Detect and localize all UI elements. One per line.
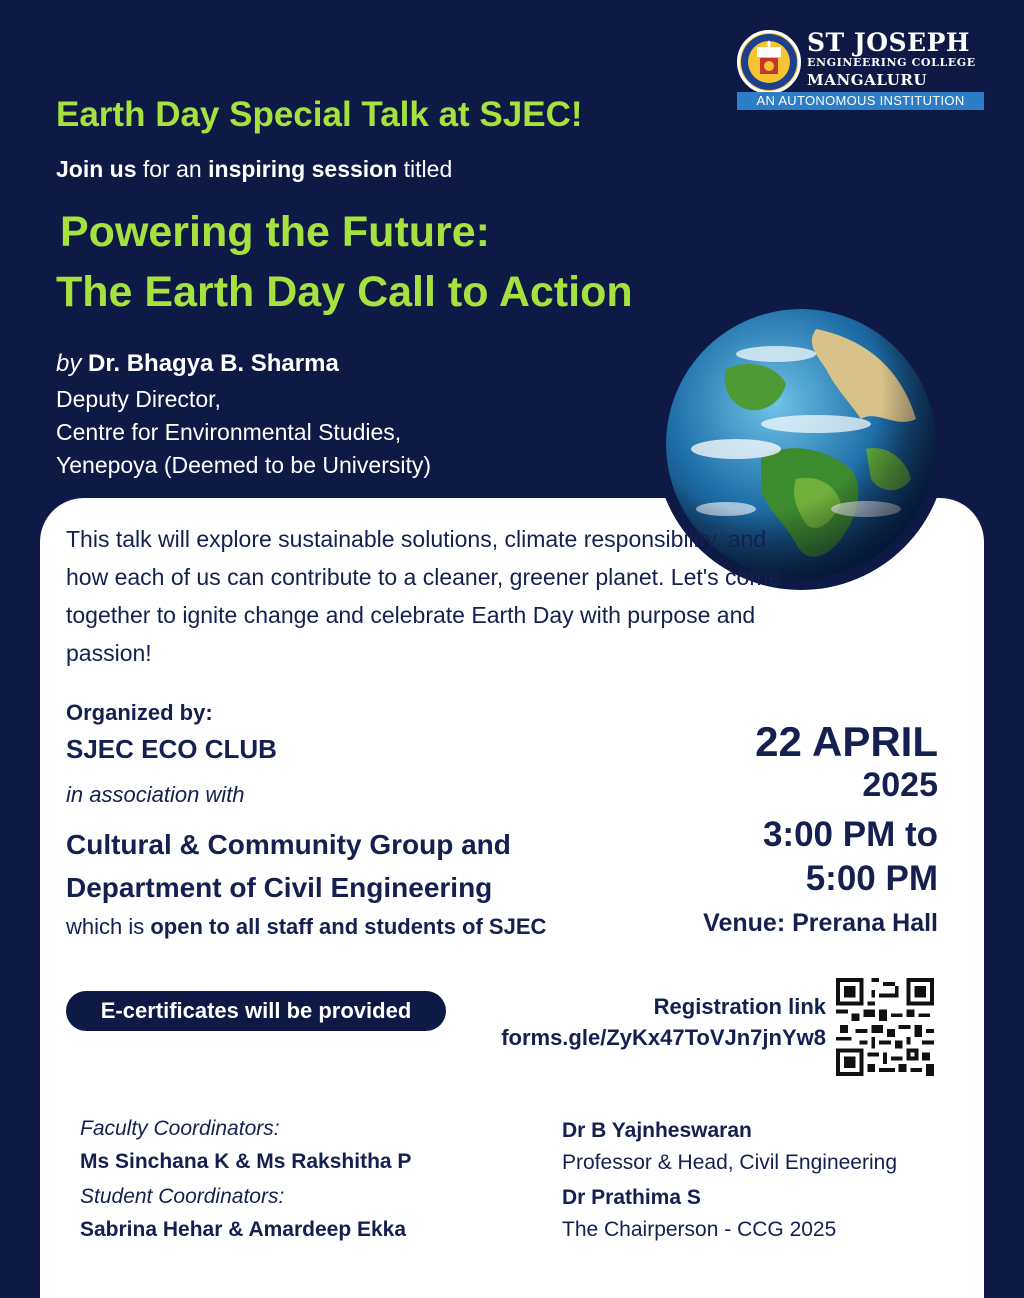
college-name: ST JOSEPH (807, 28, 970, 57)
talk-title-line-2: The Earth Day Call to Action (56, 268, 633, 316)
event-venue: Venue: Prerana Hall (703, 909, 938, 937)
speaker-name-text: Dr. Bhagya B. Sharma (81, 350, 339, 377)
speaker-by: by (56, 350, 82, 377)
intro-text-2: titled (397, 156, 453, 182)
talk-description: This talk will explore sustainable solutions, climate responsibility, and how each of us can contribute to a cleaner, greener planet. Let's come together to ignite change and celebrate Earth Day with purpose and passion! (66, 526, 782, 666)
faculty-coordinators-label: Faculty Coordinators: (80, 1117, 280, 1140)
speaker-role: Deputy Director, (56, 386, 221, 412)
chairperson-name: Dr Prathima S (562, 1186, 701, 1209)
speaker-university: Yenepoya (Deemed to be University) (56, 452, 432, 478)
associate-group-1: Cultural & Community Group and (66, 829, 511, 860)
audience-note-prefix: which is (66, 914, 151, 939)
college-tagline: AN AUTONOMOUS INSTITUTION (737, 92, 984, 110)
college-logo (733, 28, 985, 112)
talk-title-line-1: Powering the Future: (60, 208, 490, 256)
registration-link[interactable]: forms.gle/ZyKx47ToVJn7jnYw8 (501, 1025, 826, 1050)
college-city: MANGALURU (807, 71, 928, 89)
organizer-name: SJEC ECO CLUB (66, 734, 277, 764)
event-date: 22 APRIL (755, 718, 938, 765)
event-time-end: 5:00 PM (805, 859, 938, 898)
college-seal-icon (737, 30, 801, 94)
associate-groups (66, 823, 511, 909)
student-coordinators-label: Student Coordinators: (80, 1185, 285, 1208)
faculty-coordinators-names: Ms Sinchana K & Ms Rakshitha P (80, 1150, 412, 1173)
audience-note (66, 914, 546, 940)
associate-group-2: Department of Civil Engineering (66, 872, 493, 903)
audience-note-bold: open to all staff and students of SJEC (150, 914, 547, 939)
intro-text-1: for an (136, 156, 209, 182)
intro-bold-2: inspiring session (208, 156, 398, 182)
chairperson-role: The Chairperson - CCG 2025 (562, 1218, 837, 1241)
college-subtitle: ENGINEERING COLLEGE (807, 56, 976, 69)
qr-code-icon[interactable] (836, 978, 934, 1076)
intro-bold-1: Join us (56, 156, 137, 182)
organized-by-label: Organized by: (66, 700, 213, 725)
speaker-dept: Centre for Environmental Studies, (56, 419, 402, 445)
speaker-name (56, 350, 339, 378)
headline: Earth Day Special Talk at SJEC! (56, 95, 583, 134)
event-time-start: 3:00 PM to (762, 815, 938, 854)
registration-label: Registration link (653, 994, 826, 1019)
event-year: 2025 (862, 766, 938, 804)
student-coordinators-names: Sabrina Hehar & Amardeep Ekka (80, 1218, 407, 1241)
event-time (763, 813, 938, 901)
intro-line (56, 156, 452, 183)
e-certificate-badge: E-certificates will be provided (66, 991, 446, 1031)
association-label: in association with (66, 782, 245, 807)
hod-role: Professor & Head, Civil Engineering (562, 1151, 897, 1174)
hod-name: Dr B Yajnheswaran (562, 1119, 752, 1142)
